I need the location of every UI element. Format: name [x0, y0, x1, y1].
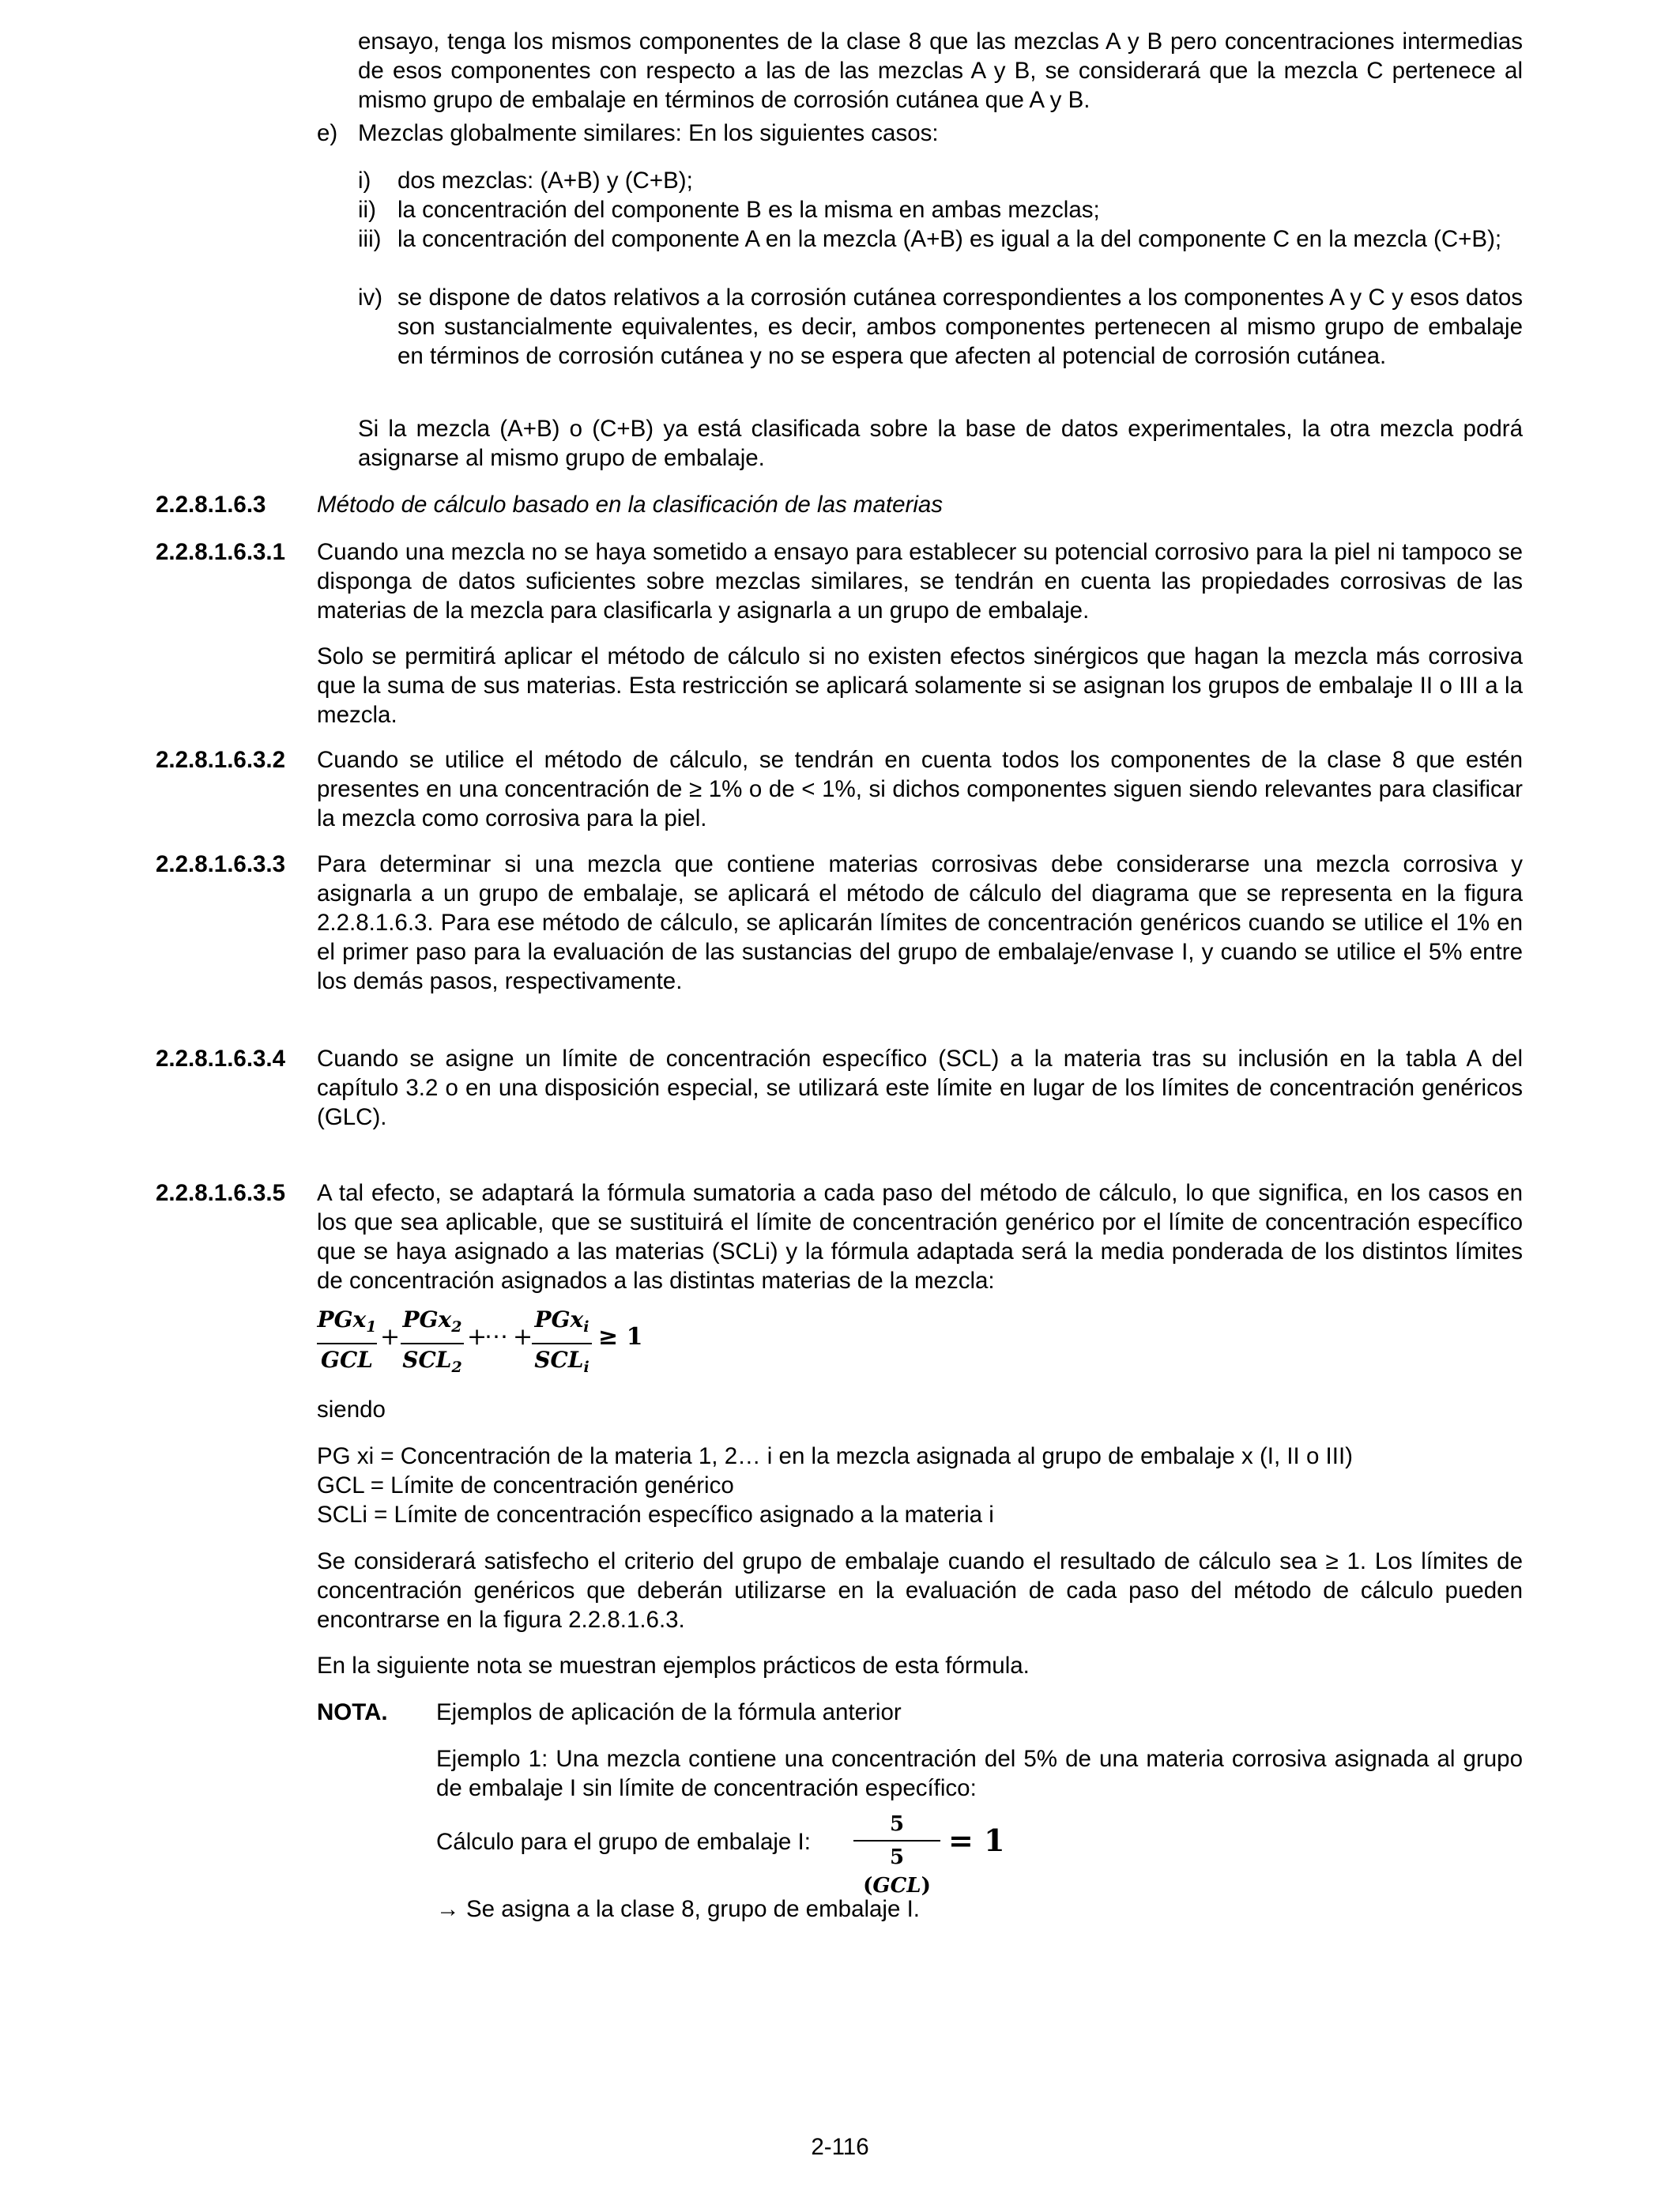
- plus-sign: +: [513, 1323, 533, 1351]
- note-conclusion: Se asigna a la clase 8, grupo de embalaje I.: [466, 1896, 920, 1922]
- definition-pgxi: PG xi = Concentración de la materia 1, 2… i en la mezcla asignada al grupo de embalaje x (I, II o III): [317, 1443, 1353, 1469]
- note-calculation: [436, 1810, 1068, 1898]
- note-label: NOTA.: [317, 1699, 388, 1725]
- list-marker-ii: ii): [358, 197, 376, 223]
- section-title: Método de cálculo basado en la clasificación de las materias: [317, 492, 944, 518]
- section-number: 2.2.8.1.6.3.1: [156, 539, 286, 565]
- definition-gcl: GCL = Límite de concentración genérico: [317, 1472, 734, 1498]
- section-paragraph: Cuando una mezcla no se haya sometido a ensayo para establecer su potencial corrosivo para la piel ni tampoco se disponga de datos suficientes sobre mezclas similares, se tendrán en cuenta las propiedades corrosivas de las materias de la mezcla para clasificarla y asignarla a un grupo de embalaje.: [317, 539, 1523, 624]
- calculation-fraction: 5 5 (GCL): [853, 1810, 940, 1900]
- section-paragraph: Se considerará satisfecho el criterio del grupo de embalaje cuando el resultado de cálculo sea ≥ 1. Los límites de concentración genéricos que deberán utilizarse en la evaluación de cada paso del método de cálculo pueden encontrarse en la figura 2.2.8.1.6.3.: [317, 1548, 1523, 1633]
- formula-term-1: PGx$_1$ GCL: [317, 1306, 377, 1373]
- section-number: 2.2.8.1.6.3.5: [156, 1180, 286, 1206]
- page-number: 2-116: [811, 2134, 869, 2160]
- ellipsis: ⋯: [484, 1323, 508, 1351]
- plus-sign: +: [467, 1323, 488, 1351]
- section-paragraph: A tal efecto, se adaptará la fórmula sumatoria a cada paso del método de cálculo, lo que significa, en los casos en los que sea aplicable, que se sustituirá el límite de concentración genérico por el límite de concentración específico que se haya asignado a las materias (SCLi) y la fórmula adaptada será la media ponderada de los distintos límites de concentración asignados a las distintas materias de la mezcla:: [317, 1180, 1523, 1294]
- summation-formula: [317, 1306, 680, 1377]
- calculation-result: = 1: [948, 1823, 1005, 1858]
- list-marker-iv: iv): [358, 285, 383, 311]
- siendo-label: siendo: [317, 1397, 386, 1423]
- list-marker-e: e): [317, 120, 338, 146]
- section-number: 2.2.8.1.6.3: [156, 492, 266, 518]
- formula-relation: ≥ 1: [598, 1323, 643, 1351]
- note-title: Ejemplos de aplicación de la fórmula anterior: [436, 1699, 902, 1725]
- list-item-ii: la concentración del componente B es la misma en ambas mezclas;: [397, 197, 1100, 223]
- formula-term-2: PGx$_2$ $SCL_2$: [401, 1306, 464, 1382]
- section-paragraph: Cuando se asigne un límite de concentración específico (SCL) a la materia tras su inclusión en la tabla A del capítulo 3.2 o en una disposición especial, se utilizará este límite en lugar de los límites de concentración genéricos (GLC).: [317, 1046, 1523, 1130]
- section-paragraph: Para determinar si una mezcla que contiene materias corrosivas debe considerarse una mezcla corrosiva y asignarla a un grupo de embalaje, se aplicará el método de cálculo del diagrama que se representa en la figura 2.2.8.1.6.3. Para ese método de cálculo, se aplicarán límites de concentración genéricos cuando se utilice el 1% en el primer paso para la evaluación de las sustancias del grupo de embalaje/envase I, y cuando se utilice el 5% entre los demás pasos, respectivamente.: [317, 851, 1523, 994]
- definition-scli: SCLi = Límite de concentración específico asignado a la materia i: [317, 1502, 994, 1528]
- list-item-iv: se dispone de datos relativos a la corrosión cutánea correspondientes a los componentes A y C y esos datos son sustancialmente equivalentes, es decir, ambos componentes pertenecen al mismo grupo de embalaje en términos de corrosión cutánea y no se espera que afecten al potencial de corrosión cutánea.: [397, 285, 1523, 369]
- list-e-closing-paragraph: Si la mezcla (A+B) o (C+B) ya está clasificada sobre la base de datos experimentales, la otra mezcla podrá asignarse al mismo grupo de embalaje.: [358, 416, 1523, 471]
- section-paragraph: Cuando se utilice el método de cálculo, se tendrán en cuenta todos los componentes de la clase 8 que estén presentes en una concentración de ≥ 1% o de < 1%, si dichos componentes siguen siendo relevantes para clasificar la mezcla como corrosiva para la piel.: [317, 747, 1523, 831]
- section-paragraph: Solo se permitirá aplicar el método de cálculo si no existen efectos sinérgicos que hagan la mezcla más corrosiva que la suma de sus materias. Esta restricción se aplicará solamente si se asignan los grupos de embalaje II o III a la mezcla.: [317, 643, 1523, 728]
- section-number: 2.2.8.1.6.3.3: [156, 851, 286, 877]
- formula-term-i: PGx$_i$ $SCL_i$: [532, 1306, 592, 1382]
- section-number: 2.2.8.1.6.3.4: [156, 1046, 286, 1072]
- list-marker-i: i): [358, 168, 371, 194]
- plus-sign: +: [380, 1323, 401, 1351]
- section-paragraph: En la siguiente nota se muestran ejemplos prácticos de esta fórmula.: [317, 1653, 1030, 1679]
- arrow-icon: →: [436, 1896, 460, 1922]
- list-item-e: Mezclas globalmente similares: En los siguientes casos:: [358, 120, 939, 146]
- list-item-iii: la concentración del componente A en la mezcla (A+B) es igual a la del componente C en la mezcla (C+B);: [397, 226, 1502, 252]
- list-marker-iii: iii): [358, 226, 382, 252]
- note-example-1: Ejemplo 1: Una mezcla contiene una concentración del 5% de una materia corrosiva asignada al grupo de embalaje I sin límite de concentración específico:: [436, 1746, 1523, 1801]
- list-item-i: dos mezclas: (A+B) y (C+B);: [397, 168, 693, 194]
- section-number: 2.2.8.1.6.3.2: [156, 747, 286, 773]
- calculation-label: Cálculo para el grupo de embalaje I:: [436, 1829, 811, 1855]
- continuation-paragraph: ensayo, tenga los mismos componentes de la clase 8 que las mezclas A y B pero concentraciones intermedias de esos componentes con respecto a las de las mezclas A y B, se considerará que la mezcla C pertenece al mismo grupo de embalaje en términos de corrosión cutánea que A y B.: [358, 28, 1523, 113]
